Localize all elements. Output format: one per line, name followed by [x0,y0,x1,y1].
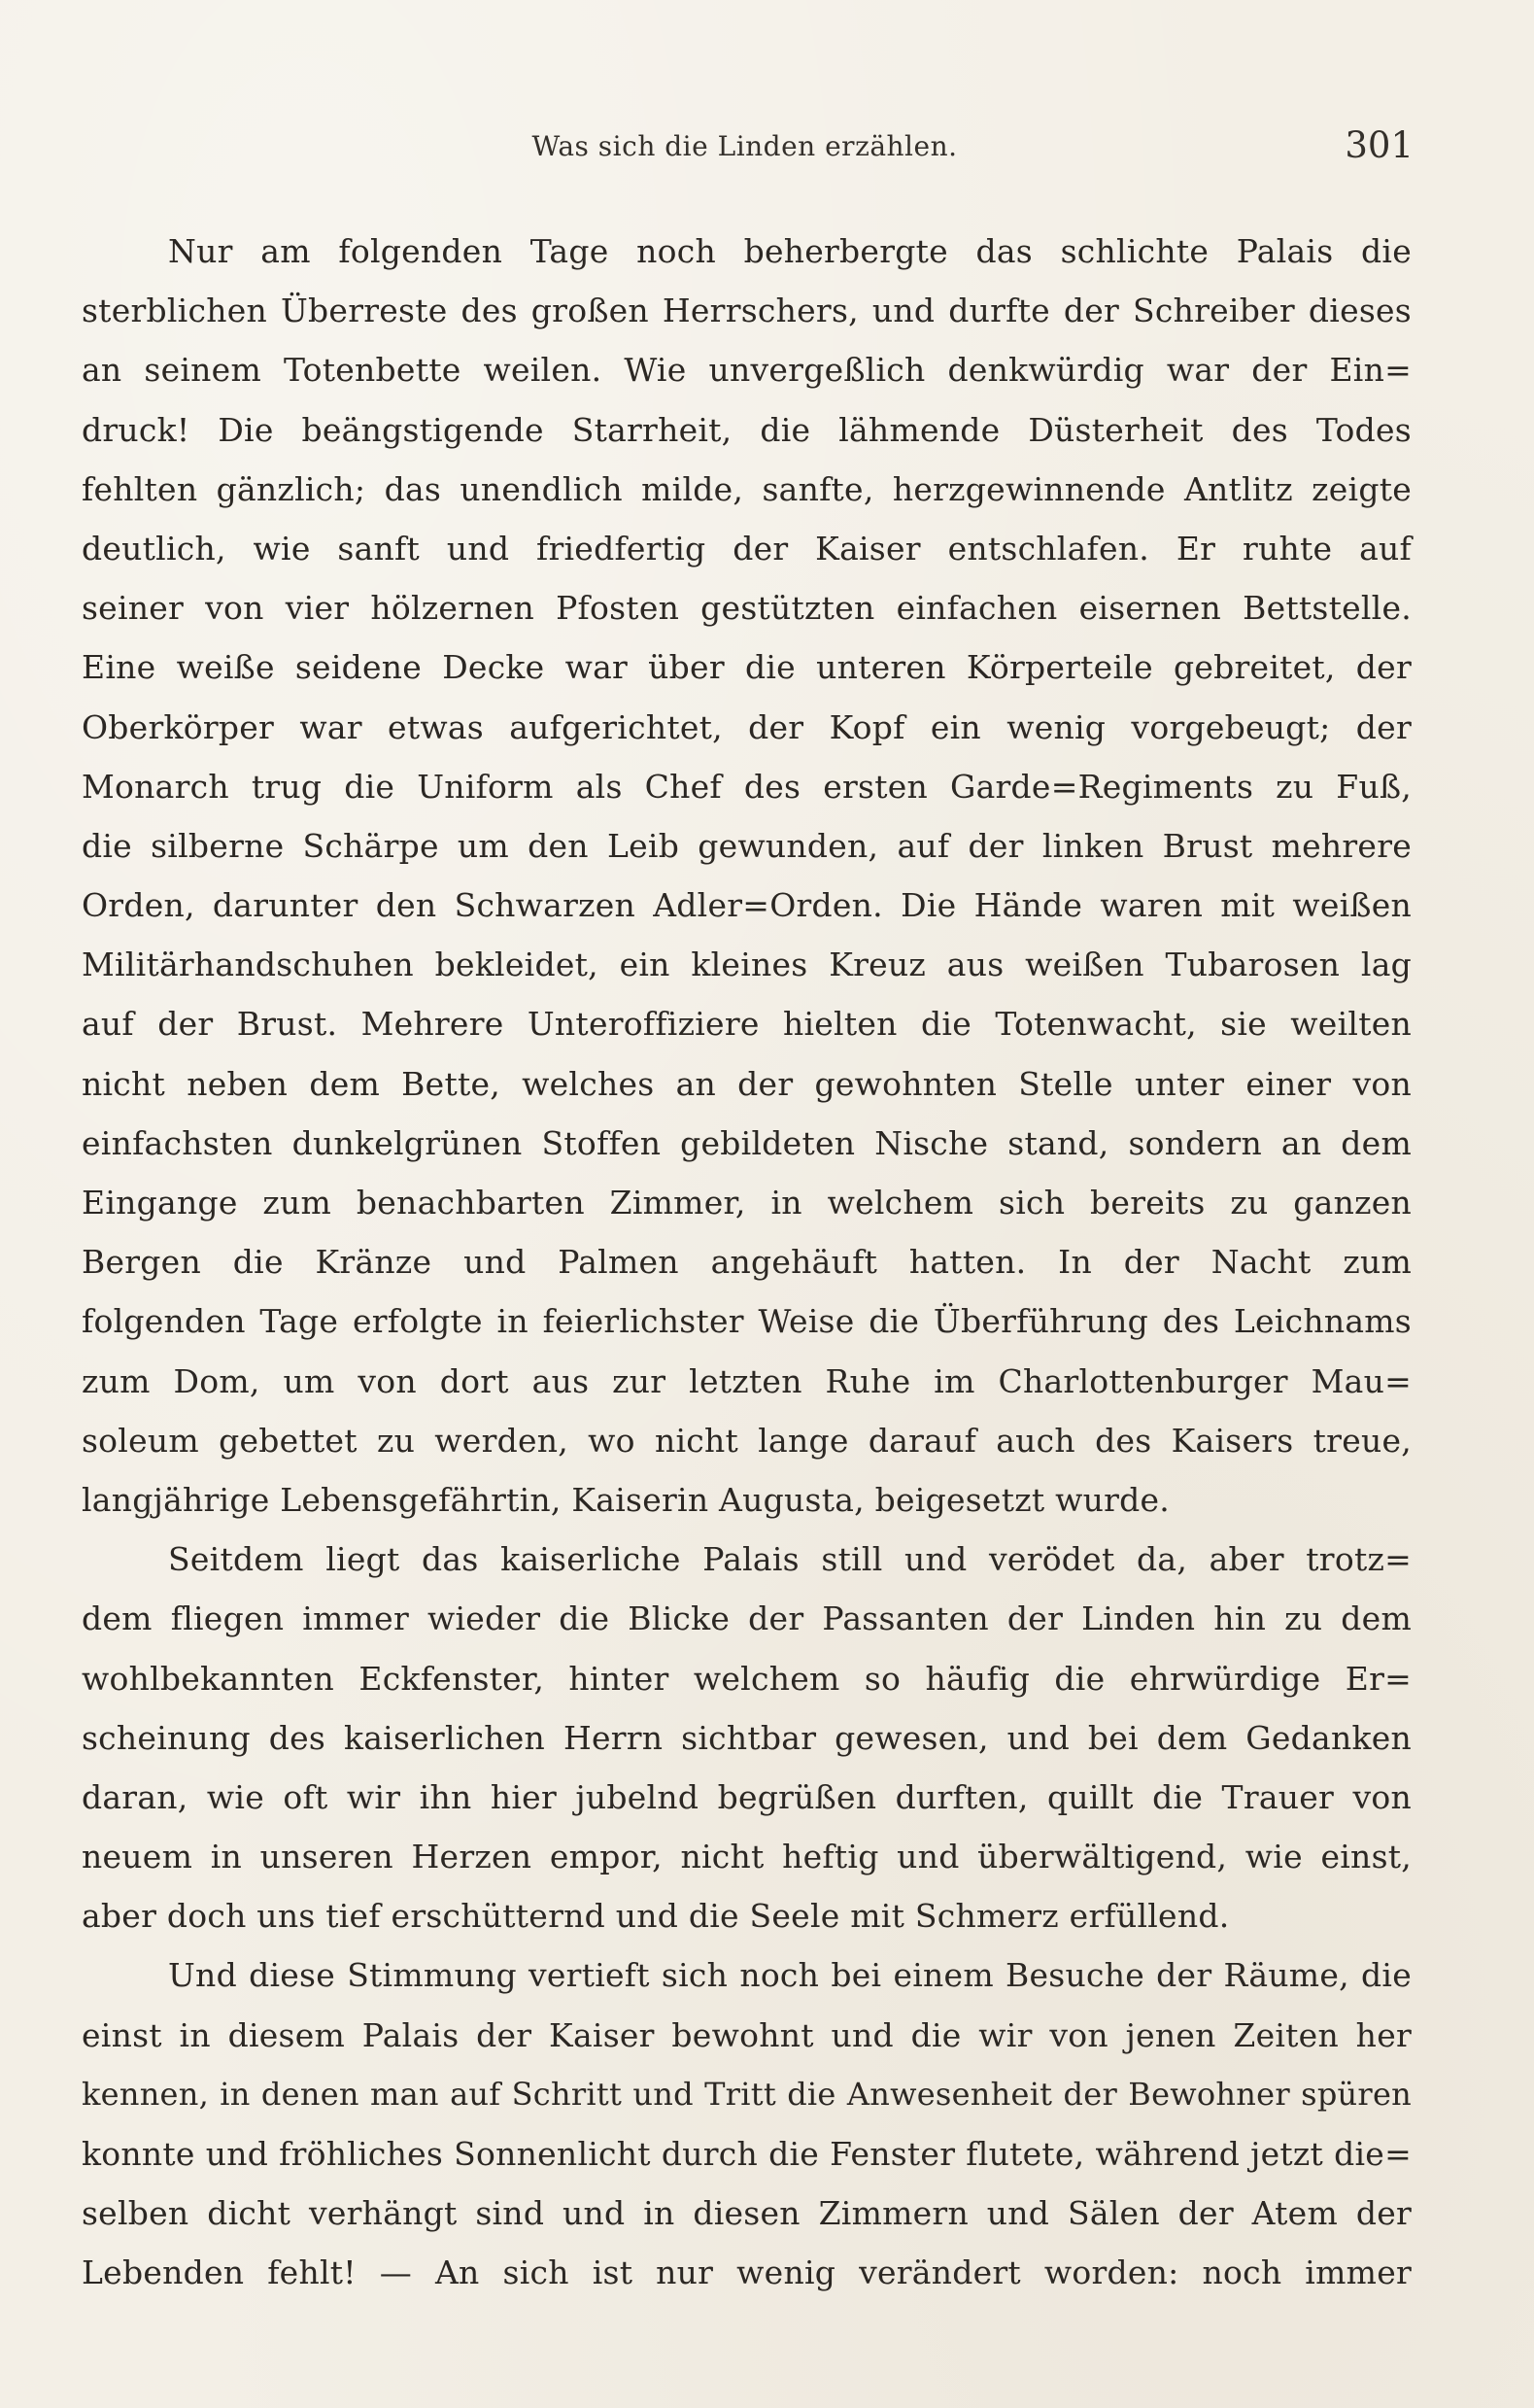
paragraph-1 [82,222,1412,1530]
text-line: seiner von vier hölzernen Pfosten gestützten einfachen eisernen Bettstelle. [82,589,1412,628]
paragraph-3 [82,1945,1412,2302]
text-line: nicht neben dem Bette, welches an der gewohnten Stelle unter einer von [82,1064,1412,1103]
text-line: aber doch uns tief erschütternd und die Seele mit Schmerz erfüllend. [82,1897,1230,1936]
text-line: Eingange zum benachbarten Zimmer, in welchem sich bereits zu ganzen [82,1184,1412,1221]
text-line: selben dicht verhängt sind und in diesen Zimmern und Sälen der Atem der [82,2194,1412,2233]
text-line: soleum gebettet zu werden, wo nicht lange darauf auch des Kaisers treue, [82,1421,1412,1460]
text-line: langjährige Lebensgefährtin, Kaiserin Augusta, beigesetzt wurde. [82,1480,1171,1519]
text-line: einfachsten dunkelgrünen Stoffen gebildeten Nische stand, sondern an dem [82,1123,1412,1162]
text-line: fehlten gänzlich; das unendlich milde, sanfte, herzgewinnende Antlitz zeigte [82,469,1412,508]
text-line: Monarch trug die Uniform als Chef des ersten Garde=Regiments zu Fuß, [82,767,1412,806]
text-line: Und diese Stimmung vertieft sich noch bei einem Besuche der Räume, die [168,1956,1412,1995]
text-line: konnte und fröhliches Sonnenlicht durch die Fenster flutete, während jetzt die= [82,2135,1412,2173]
text-line: an seinem Totenbette weilen. Wie unvergeßlich denkwürdig war der Ein= [82,351,1412,390]
text-line: Orden, darunter den Schwarzen Adler=Orden. Die Hände waren mit weißen [82,886,1412,925]
running-header [76,124,1414,173]
text-line: folgenden Tage erfolgte in feierlichster Weise die Überführung des Leichnams [82,1302,1412,1341]
body-text [82,222,1412,2303]
text-line: druck! Die beängstigende Starrheit, die lähmende Düsterheit des Todes [82,410,1412,449]
text-line: Seitdem liegt das kaiserliche Palais still und verödet da, aber trotz= [168,1540,1412,1579]
text-line: Nur am folgenden Tage noch beherbergte das schlichte Palais die [168,232,1412,270]
text-line: zum Dom, um von dort aus zur letzten Ruhe im Charlottenburger Mau= [82,1361,1412,1400]
text-line: einst in diesem Palais der Kaiser bewohnt und die wir von jenen Zeiten her [82,2015,1412,2054]
text-line: Bergen die Kränze und Palmen angehäuft hatten. In der Nacht zum [82,1243,1412,1282]
text-line: sterblichen Überreste des großen Herrschers, und durfte der Schreiber dieses [82,292,1412,330]
text-line: dem fliegen immer wieder die Blicke der Passanten der Linden hin zu dem [82,1600,1412,1638]
text-line: neuem in unseren Herzen empor, nicht heftig und überwältigend, wie einst, [82,1838,1412,1876]
paragraph-2 [82,1530,1412,1945]
text-line: Oberkörper war etwas aufgerichtet, der Kopf ein wenig vorgebeugt; der [82,707,1412,746]
text-line: daran, wie oft wir ihn hier jubelnd begrüßen durften, quillt die Trauer von [82,1777,1412,1816]
text-line: auf der Brust. Mehrere Unteroffiziere hielten die Totenwacht, sie weilten [82,1005,1412,1044]
text-line: Militärhandschuhen bekleidet, ein kleines Kreuz aus weißen Tubarosen lag [82,946,1412,984]
running-title: Was sich die Linden erzählen. [531,130,958,162]
text-line: kennen, in denen man auf Schritt und Tritt die Anwesenheit der Bewohner spüren [82,2075,1412,2113]
text-line: deutlich, wie sanft und friedfertig der Kaiser entschlafen. Er ruhte auf [82,529,1412,568]
page-number: 301 [1345,124,1414,166]
text-line: die silberne Schärpe um den Leib gewunden, auf der linken Brust mehrere [82,826,1412,865]
text-line: Eine weiße seidene Decke war über die unteren Körperteile gebreitet, der [82,648,1412,687]
text-line: wohlbekannten Eckfenster, hinter welchem so häufig die ehrwürdige Er= [82,1659,1412,1698]
text-line: Lebenden fehlt! — An sich ist nur wenig verändert worden: noch immer [82,2253,1412,2292]
text-line: scheinung des kaiserlichen Herrn sichtbar gewesen, und bei dem Gedanken [82,1718,1412,1757]
